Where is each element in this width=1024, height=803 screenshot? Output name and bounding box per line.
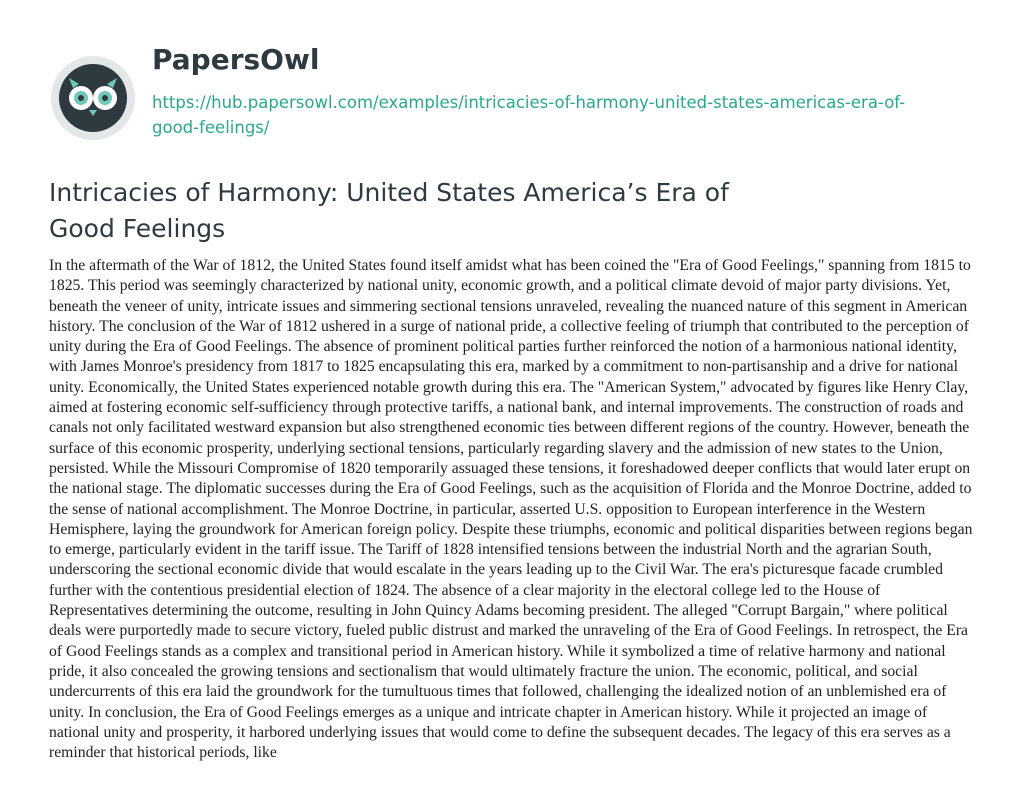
article-title: Intricacies of Harmony: United States America’s Era of Good Feelings	[49, 178, 729, 243]
page-header	[49, 38, 989, 158]
owl-logo-svg	[49, 54, 137, 142]
brand-name: PapersOwl	[152, 43, 320, 76]
source-url-link[interactable]: https://hub.papersowl.com/examples/intricacies-of-harmony-united-states-americas-era-of-good-feelings/	[152, 93, 906, 137]
owl-logo-icon	[49, 54, 137, 142]
brand-block	[152, 38, 982, 140]
article-body: In the aftermath of the War of 1812, the United States found itself amidst what has been coined the "Era of Good Feelings," spanning from 1815 to 1825. This period was seemingly characterized by national unity, economic growth, and a political climate devoid of major party divisions. Yet, beneath the veneer of unity, intricate issues and simmering sectional tensions unraveled, revealing the nuanced nature of this segment in American history. The conclusion of the War of 1812 ushered in a surge of national pride, a collective feeling of triumph that contributed to the perception of unity during the Era of Good Feelings. The absence of prominent political parties further reinforced the notion of a harmonious national identity, with James Monroe's presidency from 1817 to 1825 encapsulating this era, marked by a commitment to non-partisanship and a drive for national unity. Economically, the United States experienced notable growth during this era. The "American System," advocated by figures like Henry Clay, aimed at fostering economic self-sufficiency through protective tariffs, a national bank, and internal improvements. The construction of roads and canals not only facilitated westward expansion but also strengthened economic ties between different regions of the country. However, beneath the surface of this economic prosperity, underlying sectional tensions, particularly regarding slavery and the admission of new states to the Union, persisted. While the Missouri Compromise of 1820 temporarily assuaged these tensions, it foreshadowed deeper conflicts that would later erupt on the national stage. The diplomatic successes during the Era of Good Feelings, such as the acquisition of Florida and the Monroe Doctrine, added to the sense of national accomplishment. The Monroe Doctrine, in particular, asserted U.S. opposition to European interference in the Western Hemisphere, laying the groundwork for American foreign policy. Despite these triumphs, economic and political disparities between regions began to emerge, particularly evident in the tariff issue. The Tariff of 1828 intensified tensions between the industrial North and the agrarian South, underscoring the sectional economic divide that would escalate in the years leading up to the Civil War. The era's picturesque facade crumbled further with the contentious presidential election of 1824. The absence of a clear majority in the electoral college led to the House of Representatives determining the outcome, resulting in John Quincy Adams becoming president. The alleged "Corrupt Bargain," where political deals were purportedly made to secure victory, fueled public distrust and marked the unraveling of the Era of Good Feelings. In retrospect, the Era of Good Feelings stands as a complex and transitional period in American history. While it symbolized a time of relative harmony and national pride, it also concealed the growing tensions and sectionalism that would ultimately fracture the union. The economic, political, and social undercurrents of this era laid the groundwork for the tumultuous times that followed, challenging the idealized notion of an unblemished era of unity. In conclusion, the Era of Good Feelings emerges as a unique and intricate chapter in American history. While it projected an image of national unity and prosperity, it harbored underlying issues that would come to define the subsequent decades. The legacy of this era serves as a reminder that historical periods, like	[49, 257, 973, 762]
